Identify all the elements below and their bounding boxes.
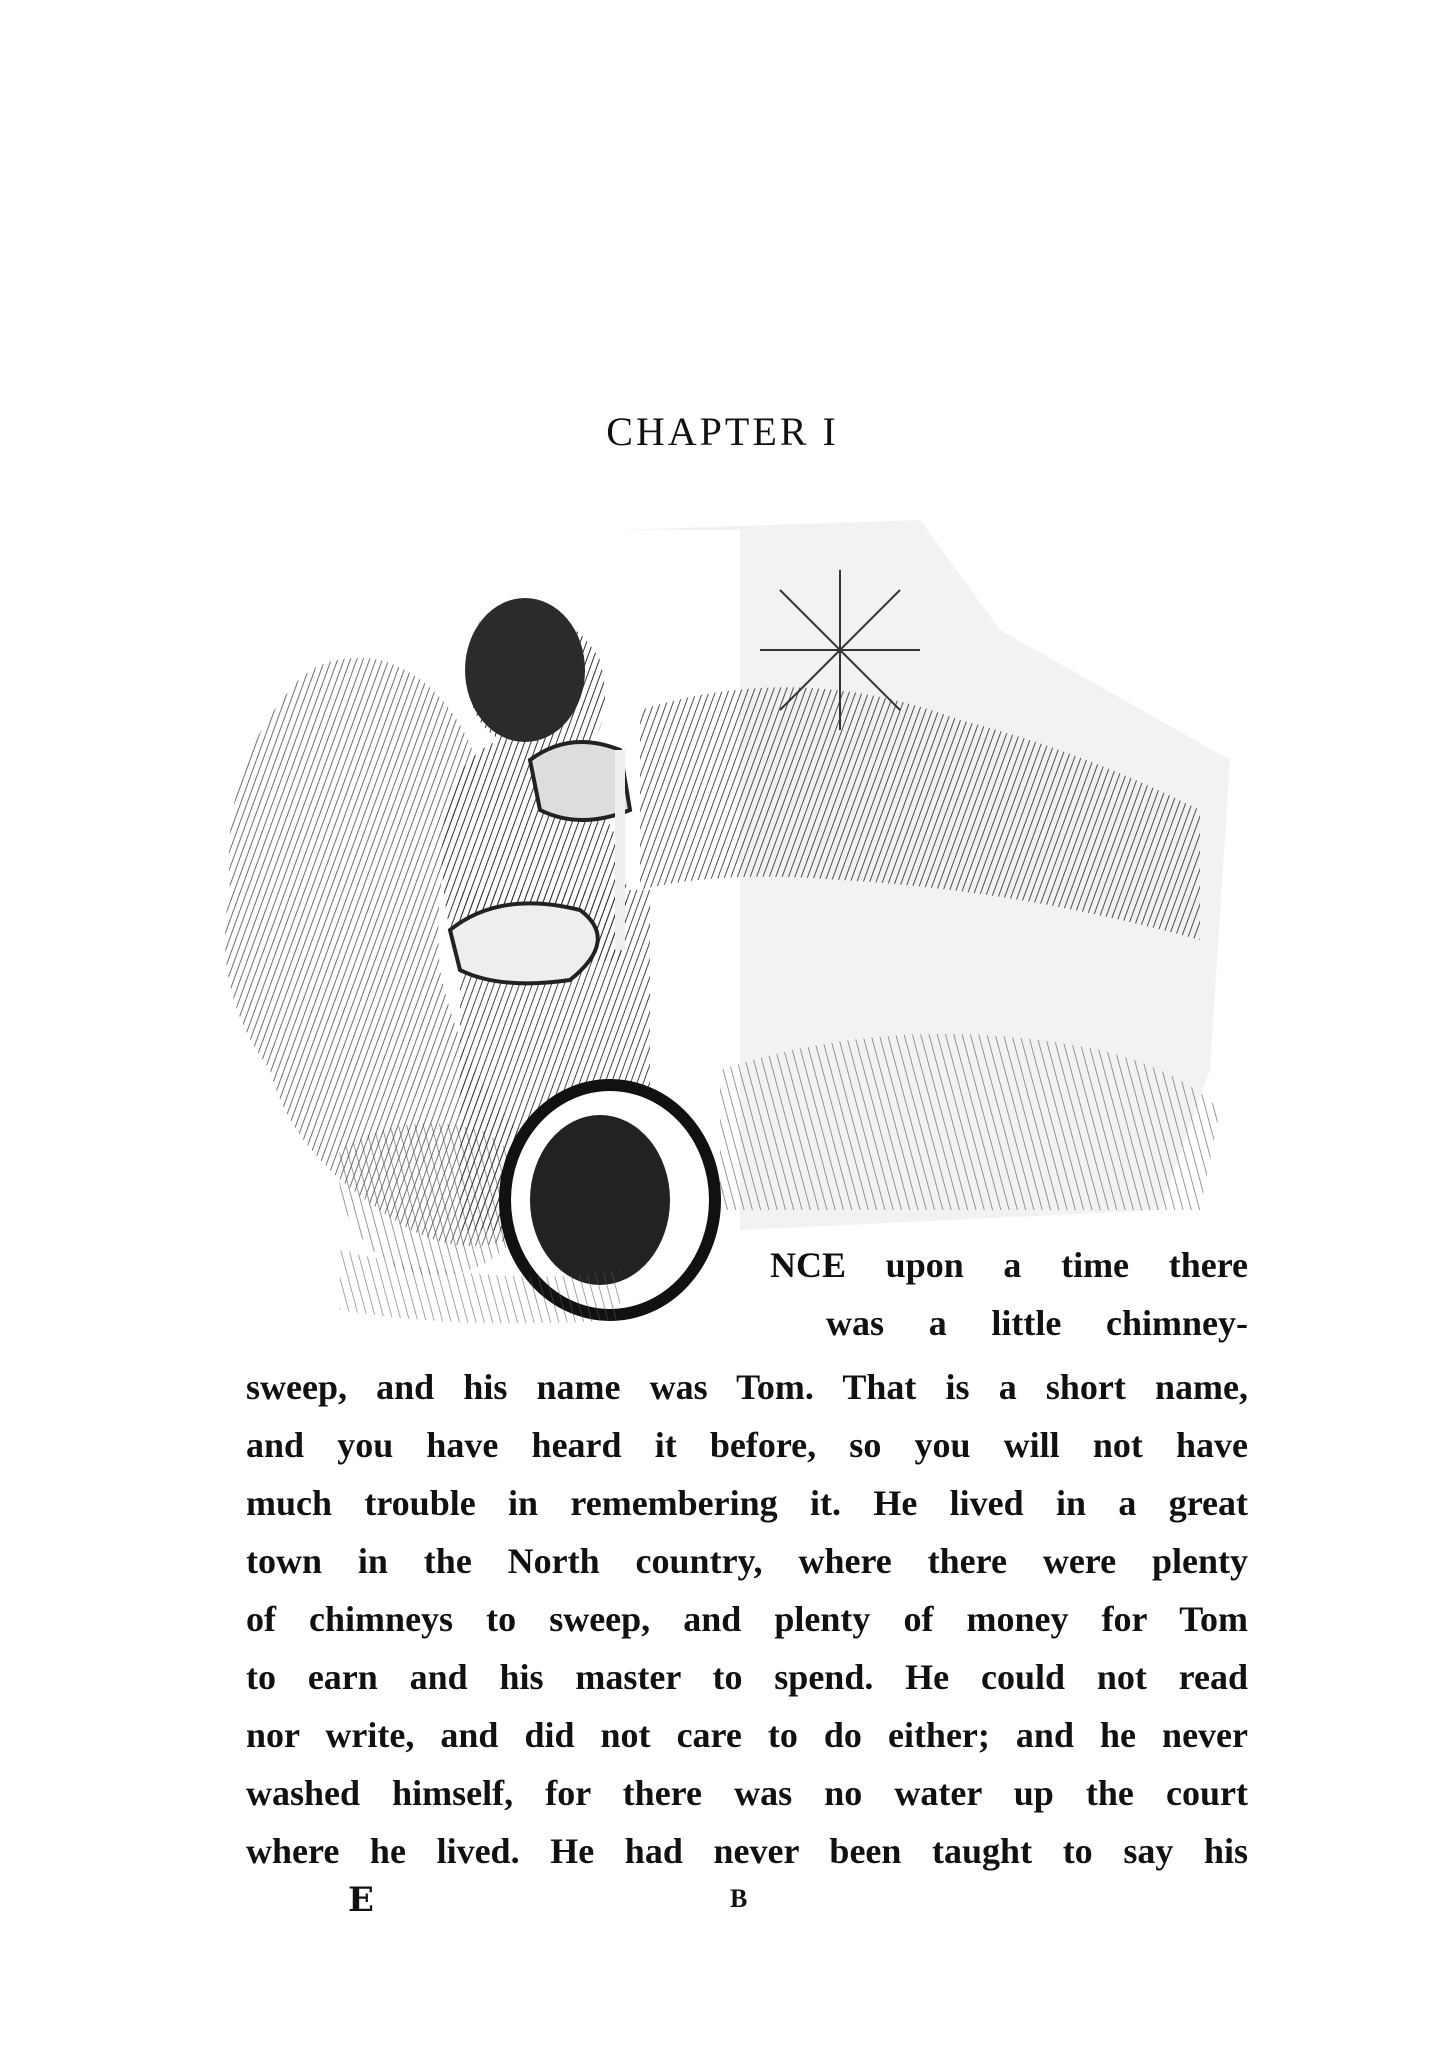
body-paragraph — [246, 1358, 1248, 1880]
body-line: washed himself, for there was no water up the court — [246, 1773, 1248, 1813]
opening-line-2: was a little chimney- — [826, 1303, 1248, 1343]
body-line: of chimneys to sweep, and plenty of money for Tom — [246, 1599, 1248, 1639]
body-line: much trouble in remembering it. He lived in a great — [246, 1483, 1248, 1523]
body-line: town in the North country, where there were plenty — [246, 1541, 1248, 1581]
chapter-title: CHAPTER I — [606, 409, 839, 454]
opening-line-1: NCE upon a time there — [770, 1245, 1248, 1285]
body-line: nor write, and did not care to do either; and he never — [246, 1715, 1248, 1755]
body-line: sweep, and his name was Tom. That is a short name, — [246, 1367, 1248, 1407]
body-line: to earn and his master to spend. He could not read — [246, 1657, 1248, 1697]
signature-mark: E — [348, 1880, 374, 1920]
body-line: and you have heard it before, so you will not have — [246, 1425, 1248, 1465]
body-line: where he lived. He had never been taught to say his — [246, 1831, 1248, 1871]
signature-letter: B — [730, 1884, 748, 1913]
chimney-sweep-illustration — [200, 510, 1230, 1330]
